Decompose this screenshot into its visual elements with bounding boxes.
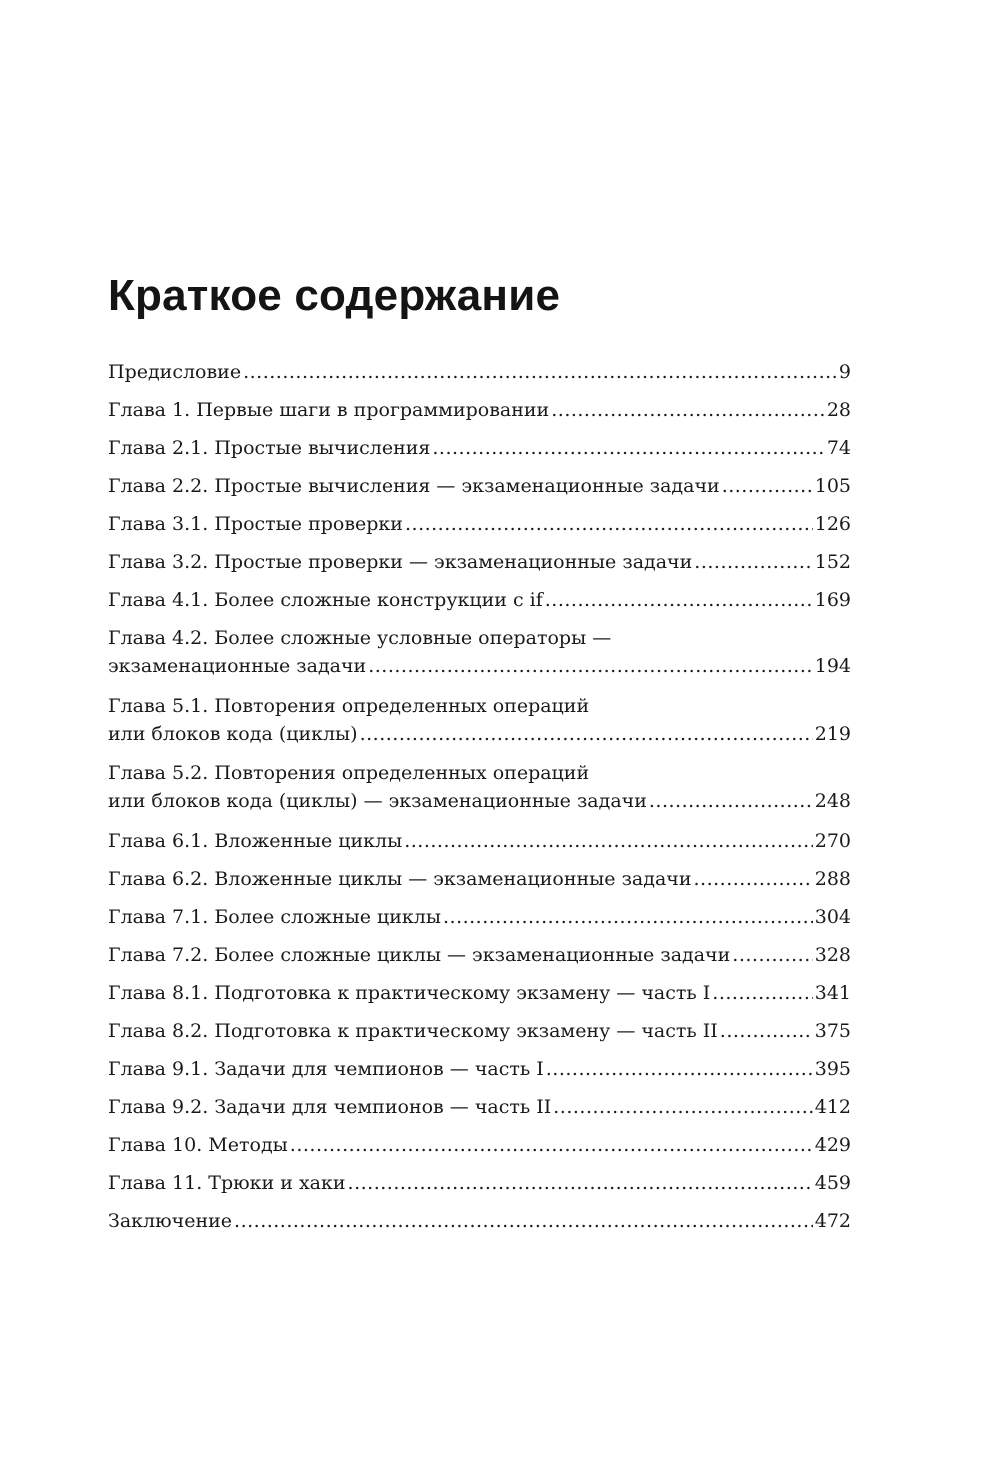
toc-entry[interactable] [108, 548, 851, 576]
toc-page-number: 74 [826, 437, 851, 459]
toc-entry-title: Глава 11. Трюки и хаки [108, 1171, 346, 1194]
toc-entry-title: Глава 7.2. Более сложные циклы — экзаменационные задачи [108, 943, 731, 966]
toc-page-number: 152 [814, 551, 851, 573]
dot-leader [290, 1131, 813, 1159]
toc-page-number: 270 [814, 829, 851, 852]
dot-leader [649, 787, 813, 817]
toc-entry[interactable] [108, 865, 851, 893]
toc-entry-title: Заключение [108, 1209, 233, 1232]
toc-page-number: 219 [814, 722, 851, 745]
toc-page-number: 472 [814, 1209, 851, 1232]
toc-entry-title: Глава 4.1. Более сложные конструкции с if [108, 589, 543, 611]
dot-leader [546, 1055, 813, 1083]
toc-entry-title: Глава 3.1. Простые проверки [108, 513, 403, 535]
toc-entry[interactable] [108, 1169, 851, 1197]
table-of-contents [108, 358, 851, 1245]
toc-entry[interactable] [108, 396, 851, 424]
toc-page-number: 9 [838, 361, 851, 383]
toc-entry[interactable] [108, 827, 851, 855]
toc-page-number: 341 [814, 981, 851, 1004]
toc-page-number: 429 [814, 1133, 851, 1156]
toc-line [108, 652, 851, 682]
toc-page-number: 395 [814, 1057, 851, 1080]
toc-entry[interactable] [108, 510, 851, 538]
dot-leader [720, 1017, 813, 1045]
dot-leader [553, 1093, 812, 1121]
dot-leader [368, 652, 813, 682]
dot-leader [404, 827, 813, 855]
toc-line [108, 1093, 851, 1121]
toc-line [108, 624, 851, 652]
toc-entry-title: Глава 2.2. Простые вычисления — экзаменационные задачи [108, 475, 720, 497]
dot-leader [551, 396, 825, 424]
toc-page-number: 328 [814, 943, 851, 966]
toc-line [108, 720, 851, 750]
toc-line [108, 1131, 851, 1159]
toc-entry[interactable] [108, 1055, 851, 1083]
toc-line [108, 787, 851, 817]
toc-line [108, 692, 851, 720]
toc-entry[interactable] [108, 692, 851, 750]
toc-entry[interactable] [108, 624, 851, 682]
dot-leader [360, 720, 813, 750]
toc-page-number: 169 [814, 589, 851, 611]
toc-line [108, 548, 851, 576]
dot-leader [694, 548, 812, 576]
toc-entry[interactable] [108, 759, 851, 817]
dot-leader [712, 979, 812, 1007]
dot-leader [732, 941, 812, 969]
toc-entry-title: или блоков кода (циклы) [108, 722, 358, 745]
toc-line [108, 903, 851, 931]
page-title: Краткое содержание [108, 271, 561, 320]
toc-entry-title: Глава 3.2. Простые проверки — экзаменационные задачи [108, 551, 693, 573]
toc-line [108, 759, 851, 787]
toc-line [108, 827, 851, 855]
dot-leader [234, 1207, 813, 1235]
toc-entry[interactable] [108, 941, 851, 969]
toc-entry-title: Глава 8.1. Подготовка к практическому экзамену — часть I [108, 981, 711, 1004]
toc-entry-title: Глава 6.2. Вложенные циклы — экзаменационные задачи [108, 867, 692, 890]
toc-line [108, 434, 851, 462]
toc-entry-title: экзаменационные задачи [108, 655, 367, 677]
toc-entry-title: Предисловие [108, 361, 242, 383]
toc-line [108, 1055, 851, 1083]
toc-entry[interactable] [108, 1093, 851, 1121]
toc-entry-title: Глава 2.1. Простые вычисления [108, 437, 431, 459]
toc-line [108, 1017, 851, 1045]
toc-line [108, 358, 851, 386]
toc-entry-title: Глава 9.1. Задачи для чемпионов — часть I [108, 1057, 544, 1080]
dot-leader [694, 865, 813, 893]
toc-line [108, 586, 851, 614]
dot-leader [722, 472, 813, 500]
toc-line [108, 396, 851, 424]
toc-entry-title: Глава 9.2. Задачи для чемпионов — часть II [108, 1095, 552, 1118]
toc-entry-title: Глава 10. Методы [108, 1133, 288, 1156]
toc-line [108, 472, 851, 500]
toc-entry-title: Глава 1. Первые шаги в программировании [108, 399, 550, 421]
toc-entry[interactable] [108, 1207, 851, 1235]
toc-line [108, 865, 851, 893]
toc-line [108, 941, 851, 969]
toc-line [108, 979, 851, 1007]
toc-entry[interactable] [108, 586, 851, 614]
dot-leader [432, 434, 824, 462]
toc-page-number: 459 [814, 1171, 851, 1194]
toc-entry[interactable] [108, 472, 851, 500]
dot-leader [243, 358, 837, 386]
toc-entry-title: Глава 6.1. Вложенные циклы [108, 829, 403, 852]
toc-entry-title: Глава 8.2. Подготовка к практическому экзамену — часть II [108, 1019, 718, 1042]
dot-leader [443, 903, 813, 931]
toc-entry[interactable] [108, 979, 851, 1007]
toc-entry-title: Глава 5.2. Повторения определенных операций [108, 762, 590, 784]
dot-leader [545, 586, 813, 614]
toc-entry[interactable] [108, 358, 851, 386]
toc-page-number: 288 [814, 867, 851, 890]
toc-page-number: 304 [814, 905, 851, 928]
toc-entry-title: Глава 5.1. Повторения определенных операций [108, 694, 590, 717]
dot-leader [405, 510, 813, 538]
toc-entry[interactable] [108, 903, 851, 931]
toc-entry[interactable] [108, 1017, 851, 1045]
toc-page-number: 375 [814, 1019, 851, 1042]
toc-page-number: 248 [814, 790, 851, 812]
toc-entry[interactable] [108, 434, 851, 462]
toc-entry-title: Глава 7.1. Более сложные циклы [108, 905, 441, 928]
toc-entry-title: или блоков кода (циклы) — экзаменационные задачи [108, 790, 647, 812]
toc-line [108, 1169, 851, 1197]
toc-line [108, 510, 851, 538]
toc-page-number: 28 [826, 399, 851, 421]
toc-page-number: 105 [814, 475, 851, 497]
toc-line [108, 1207, 851, 1235]
toc-page-number: 412 [814, 1095, 851, 1118]
toc-entry-title: Глава 4.2. Более сложные условные операторы — [108, 627, 612, 649]
toc-page-number: 194 [814, 655, 851, 677]
toc-page-number: 126 [814, 513, 851, 535]
toc-entry[interactable] [108, 1131, 851, 1159]
dot-leader [348, 1169, 813, 1197]
